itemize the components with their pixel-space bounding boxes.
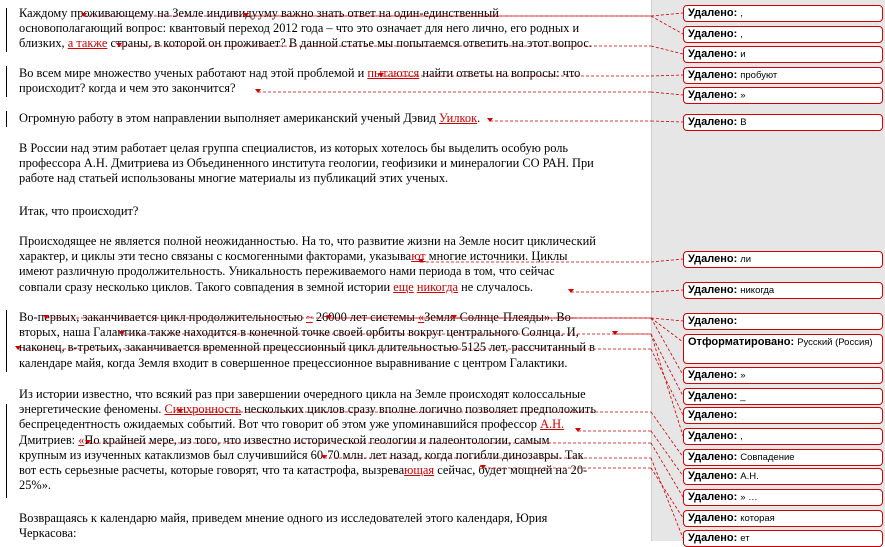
revision-type: Удалено: <box>688 116 738 128</box>
text-line[interactable] <box>19 171 643 186</box>
inserted-text[interactable]: Синхронность <box>164 402 241 417</box>
revision-balloon[interactable] <box>683 46 883 63</box>
text-run[interactable]: наконец, в-третьих, заканчивается временной прецессионный цикл длительностью 5125 лет, рассчитанный в <box>19 340 596 355</box>
text-run[interactable]: страны, в которой он проживает? В данной статье мы попытаемся ответить на этот вопрос. <box>107 36 592 51</box>
text-line[interactable] <box>19 66 643 81</box>
revision-value: пробуют <box>740 70 778 81</box>
deletion-marker[interactable] <box>177 409 182 414</box>
text-run[interactable]: вот есть серьезные расчеты, которые говорят, что та катастрофа, вызрева <box>19 463 405 478</box>
text-line[interactable] <box>19 511 643 526</box>
revision-value: А.Н. <box>740 471 759 482</box>
text-line[interactable] <box>19 340 643 355</box>
revision-type: Удалено: <box>688 69 738 81</box>
revision-value: » <box>740 370 746 381</box>
text-run[interactable]: Итак, что происходит? <box>19 204 139 218</box>
text-run[interactable]: близких, <box>19 36 68 51</box>
text-run[interactable]: Земля-Солнце-Плеяды». Во- <box>424 310 575 324</box>
text-run[interactable]: По крайней мере, из того, что известно исторической геологии и палеонтологии, самым <box>84 432 550 447</box>
revision-value: ет <box>740 533 750 544</box>
revision-balloon[interactable] <box>683 87 883 104</box>
paragraph-p4[interactable] <box>19 141 643 187</box>
deletion-marker[interactable] <box>43 315 48 320</box>
text-run[interactable]: . <box>477 111 481 125</box>
text-run[interactable]: энергетические феномены. <box>19 402 165 417</box>
change-bar <box>6 404 7 498</box>
text-line[interactable] <box>19 156 643 171</box>
text-line[interactable] <box>19 463 643 478</box>
revision-balloon[interactable] <box>683 313 883 330</box>
text-run[interactable]: имеют различную продолжительность. Уникальность переживаемого нами периода в том, что сейчас <box>19 264 555 279</box>
inserted-text[interactable]: никогда <box>416 279 459 294</box>
revision-type: Удалено: <box>688 390 738 402</box>
text-line[interactable] <box>19 402 643 417</box>
inserted-text[interactable]: ют <box>411 249 426 264</box>
paragraph-p1[interactable] <box>19 6 643 52</box>
revision-type: Удалено: <box>688 89 738 101</box>
paragraph-p2[interactable] <box>19 66 643 96</box>
revision-type: Удалено: <box>688 284 738 296</box>
text-run[interactable]: 25%». <box>19 478 52 493</box>
text-line[interactable] <box>19 204 643 219</box>
revision-type: Удалено: <box>688 491 738 503</box>
text-run[interactable]: Дмитриев: <box>19 432 79 447</box>
text-line[interactable] <box>19 21 643 36</box>
deletion-marker[interactable] <box>480 465 485 470</box>
revision-type: Удалено: <box>688 315 738 327</box>
deletion-marker[interactable] <box>575 428 580 433</box>
revision-balloon[interactable] <box>683 5 883 22</box>
revision-value: никогда <box>740 285 775 296</box>
text-run[interactable]: нескольких циклов сразу вполне логично позволяет предположить <box>240 402 596 417</box>
text-run[interactable]: не случалось. <box>458 279 533 294</box>
inserted-text[interactable]: « <box>78 432 85 447</box>
text-line[interactable] <box>19 280 643 295</box>
text-line[interactable] <box>19 417 643 432</box>
text-line[interactable] <box>19 478 643 493</box>
text-line[interactable] <box>19 6 643 21</box>
inserted-text[interactable]: а также <box>67 36 108 51</box>
text-run[interactable]: работе над статьей использованы многие материалы из публикаций этих ученых. <box>19 171 449 186</box>
revision-type: Удалено: <box>688 7 738 19</box>
deletion-marker[interactable] <box>321 455 326 460</box>
text-line[interactable] <box>19 448 643 463</box>
revision-value: Совпадение <box>740 452 795 463</box>
revision-value: _ <box>740 391 746 402</box>
inserted-text[interactable]: еще <box>393 279 414 294</box>
text-run[interactable]: Во-первых, заканчивается цикл продолжительностью <box>19 310 306 324</box>
revision-balloon[interactable] <box>683 282 883 299</box>
inserted-text[interactable]: Уилкок <box>439 111 478 125</box>
inserted-text[interactable]: « <box>417 310 425 324</box>
revision-value: В <box>740 117 747 128</box>
paragraph-p9[interactable] <box>19 511 643 541</box>
paragraph-p3[interactable] <box>19 111 643 126</box>
change-bar <box>6 310 7 372</box>
revision-balloon[interactable] <box>683 407 883 424</box>
revision-balloon[interactable] <box>683 26 883 43</box>
text-run[interactable]: 26000 лет системы <box>312 310 418 324</box>
revision-type: Удалено: <box>688 409 738 421</box>
text-line[interactable] <box>19 36 643 51</box>
revision-balloon[interactable] <box>683 468 883 485</box>
paragraph-p6[interactable] <box>19 234 643 295</box>
revision-type: Удалено: <box>688 28 738 40</box>
revision-type: Удалено: <box>688 369 738 381</box>
text-run[interactable]: Из истории известно, что всякий раз при завершении очередного цикла на Земле происходят колоссальные <box>19 387 586 401</box>
deletion-marker[interactable] <box>378 73 383 78</box>
revision-balloon[interactable] <box>683 530 883 547</box>
revision-type: Удалено: <box>688 512 738 524</box>
revision-value: и <box>740 49 746 60</box>
deletion-marker[interactable] <box>243 13 248 18</box>
revision-balloon[interactable] <box>683 489 883 506</box>
text-line[interactable] <box>19 234 643 249</box>
revision-value: , <box>740 29 743 40</box>
deletion-marker[interactable] <box>15 346 20 351</box>
paragraph-p7[interactable] <box>19 310 643 371</box>
deletion-marker[interactable] <box>487 118 492 123</box>
revision-balloon[interactable] <box>683 428 883 445</box>
text-run[interactable]: характер, и циклы эти тесно связаны с космогенными факторами, указыва <box>19 249 412 264</box>
revision-value: , <box>740 431 743 442</box>
deletion-marker[interactable] <box>119 331 124 336</box>
text-run[interactable]: беспрецедентность ожидаемых событий. Вот что говорит об этом уже упоминавшийся профессор <box>19 417 541 432</box>
revision-value: , <box>740 8 743 19</box>
text-run[interactable]: совпали сразу несколько циклов. Такого совпадения в земной истории <box>19 279 394 294</box>
text-line[interactable] <box>19 249 643 264</box>
text-run[interactable]: Огромную работу в этом направлении выполняет американский ученый Дэвид <box>19 111 439 125</box>
revision-type: Удалено: <box>688 253 738 265</box>
text-run[interactable]: сейчас, будет мощней на 20- <box>434 463 588 478</box>
text-run[interactable]: профессора А.Н. Дмитриева из Объединенного института геологии, геофизики и минералогии СО РАН. При <box>19 156 594 171</box>
revision-balloon[interactable] <box>683 67 883 84</box>
text-run[interactable]: Во всем мире множество ученых работают над этой проблемой и <box>19 66 368 80</box>
revision-balloon[interactable] <box>683 251 883 268</box>
revision-type: Удалено: <box>688 532 738 544</box>
revision-value: ли <box>740 254 752 265</box>
change-bar <box>6 8 7 52</box>
text-line[interactable] <box>19 356 643 371</box>
text-line[interactable] <box>19 81 643 96</box>
revision-value: которая <box>740 513 775 524</box>
text-line[interactable] <box>19 325 643 340</box>
text-line[interactable] <box>19 387 643 402</box>
deletion-marker[interactable] <box>451 315 456 320</box>
revision-type: Удалено: <box>688 430 738 442</box>
paragraph-p8[interactable] <box>19 387 643 493</box>
inserted-text[interactable]: пытаются <box>367 66 420 80</box>
text-run[interactable]: крупным из изученных катаклизмов был случившийся 60-70 млн. лет назад, когда по <box>19 447 469 462</box>
deletion-marker[interactable] <box>85 440 90 445</box>
text-run[interactable]: основополагающий вопрос: квантовый переход 2012 года – что это означает для него лично, его родных и <box>19 21 580 36</box>
paragraph-p5[interactable] <box>19 204 643 219</box>
revision-balloon[interactable] <box>683 449 883 466</box>
revision-type: Удалено: <box>688 48 738 60</box>
revision-value: » <box>740 90 746 101</box>
revision-balloon[interactable] <box>683 334 883 364</box>
text-line[interactable] <box>19 433 643 448</box>
deletion-marker[interactable] <box>418 259 423 264</box>
text-run[interactable]: происходит? когда и чем это закончится? <box>19 81 236 96</box>
text-run[interactable]: Каждому проживающему на Земле индивидууму важно знать ответ на один-единственный <box>19 6 499 20</box>
deletion-marker[interactable] <box>612 331 617 336</box>
deletion-marker[interactable] <box>116 43 121 48</box>
text-run[interactable]: календаре майя, когда Земля входит в совершенное прецессионное выравнивание с центром Галактики. <box>19 355 568 370</box>
text-run[interactable]: Происходящее не является полной неожиданностью. На то, что развитие жизни на Земле носит циклический <box>19 234 596 248</box>
revision-balloon[interactable] <box>683 114 883 131</box>
revision-value: » … <box>740 492 758 503</box>
text-line[interactable] <box>19 141 643 156</box>
text-run[interactable]: В России над этим работает целая группа специалистов, из которых хотелось бы выделить особую роль <box>19 141 569 155</box>
inserted-text[interactable]: ~ <box>306 310 313 324</box>
revision-balloon[interactable] <box>683 388 883 405</box>
revision-type: Удалено: <box>688 451 738 463</box>
revision-balloon[interactable] <box>683 367 883 384</box>
inserted-text[interactable]: ющая <box>404 463 435 478</box>
text-run[interactable]: Черкасова: <box>19 526 77 541</box>
revision-balloon[interactable] <box>683 510 883 527</box>
deletion-marker[interactable] <box>568 289 573 294</box>
text-run[interactable]: многие источники. Циклы <box>425 249 568 264</box>
change-bar <box>6 111 7 127</box>
inserted-text[interactable]: А.Н. <box>540 417 565 432</box>
change-bar <box>6 66 7 97</box>
deletion-marker[interactable] <box>255 89 260 94</box>
revision-type: Отформатировано: <box>688 336 795 348</box>
text-line[interactable] <box>19 264 643 279</box>
text-run[interactable]: гибли динозавры. Так <box>468 447 584 462</box>
deletion-marker[interactable] <box>81 13 86 18</box>
revision-value: Русский (Россия) <box>797 337 873 348</box>
text-run[interactable]: Возвращаясь к календарю майя, приведем мнение одного из исследователей этого календаря, Юрия <box>19 511 548 525</box>
text-run[interactable]: вторых, наша Галактика также находится в конечной точке своей орбиты вокруг центрального Солнца. И, <box>19 325 579 340</box>
deletion-marker[interactable] <box>326 315 331 320</box>
text-line[interactable] <box>19 526 643 541</box>
revision-type: Удалено: <box>688 470 738 482</box>
text-run[interactable]: найти ответы на вопросы: что <box>419 66 581 80</box>
text-line[interactable] <box>19 111 643 126</box>
